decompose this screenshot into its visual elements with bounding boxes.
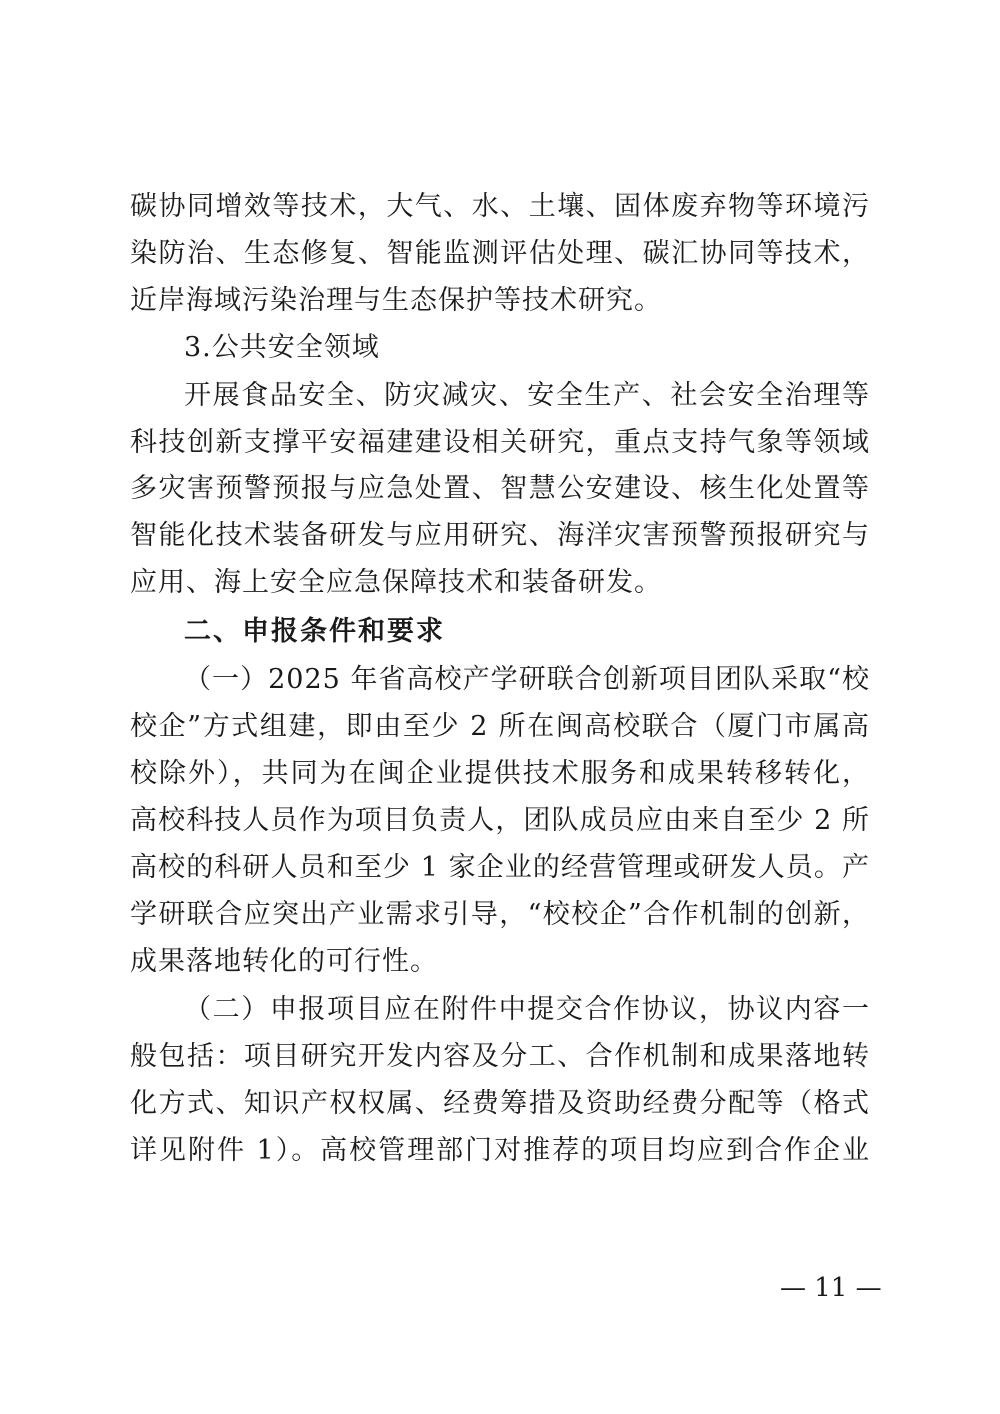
body-line: 高校的科研人员和至少 1 家企业的经营管理或研发人员。产 — [130, 852, 870, 883]
body-line: 化方式、知识产权权属、经费筹措及资助经费分配等（格式 — [130, 1088, 870, 1119]
section-heading: 二、申报条件和要求 — [184, 616, 445, 647]
body-line: （二）申报项目应在附件中提交合作协议，协议内容一 — [184, 994, 870, 1025]
body-line: 近岸海域污染治理与生态保护等技术研究。 — [130, 285, 662, 316]
body-line: 应用、海上安全应急保障技术和装备研发。 — [130, 567, 662, 598]
body-line: 成果落地转化的可行性。 — [130, 946, 438, 977]
body-line: 开展食品安全、防灾减灾、安全生产、社会安全治理等 — [184, 380, 870, 411]
body-line: 详见附件 1）。高校管理部门对推荐的项目均应到合作企业 — [130, 1135, 870, 1166]
page-number: — 11 — — [780, 1273, 882, 1303]
body-line: 般包括：项目研究开发内容及分工、合作机制和成果落地转 — [130, 1041, 870, 1072]
body-line: 染防治、生态修复、智能监测评估处理、碳汇协同等技术， — [130, 238, 870, 269]
body-line: 碳协同增效等技术，大气、水、土壤、固体废弃物等环境污 — [130, 191, 870, 222]
body-line: 智能化技术装备研发与应用研究、海洋灾害预警预报研究与 — [130, 520, 870, 551]
body-line: 校除外），共同为在闽企业提供技术服务和成果转移转化， — [130, 758, 870, 789]
body-line: 科技创新支撑平安福建建设相关研究，重点支持气象等领域 — [130, 427, 870, 458]
body-line: 校企”方式组建，即由至少 2 所在闽高校联合（厦门市属高 — [130, 711, 870, 742]
body-line: 多灾害预警预报与应急处置、智慧公安建设、核生化处置等 — [130, 473, 870, 504]
body-line: 高校科技人员作为项目负责人，团队成员应由来自至少 2 所 — [130, 805, 870, 836]
subsection-heading: 3.公共安全领域 — [184, 332, 380, 363]
body-line: 学研联合应突出产业需求引导，“校校企”合作机制的创新， — [130, 899, 870, 930]
body-line: （一）2025 年省高校产学研联合创新项目团队采取“校 — [184, 664, 870, 695]
